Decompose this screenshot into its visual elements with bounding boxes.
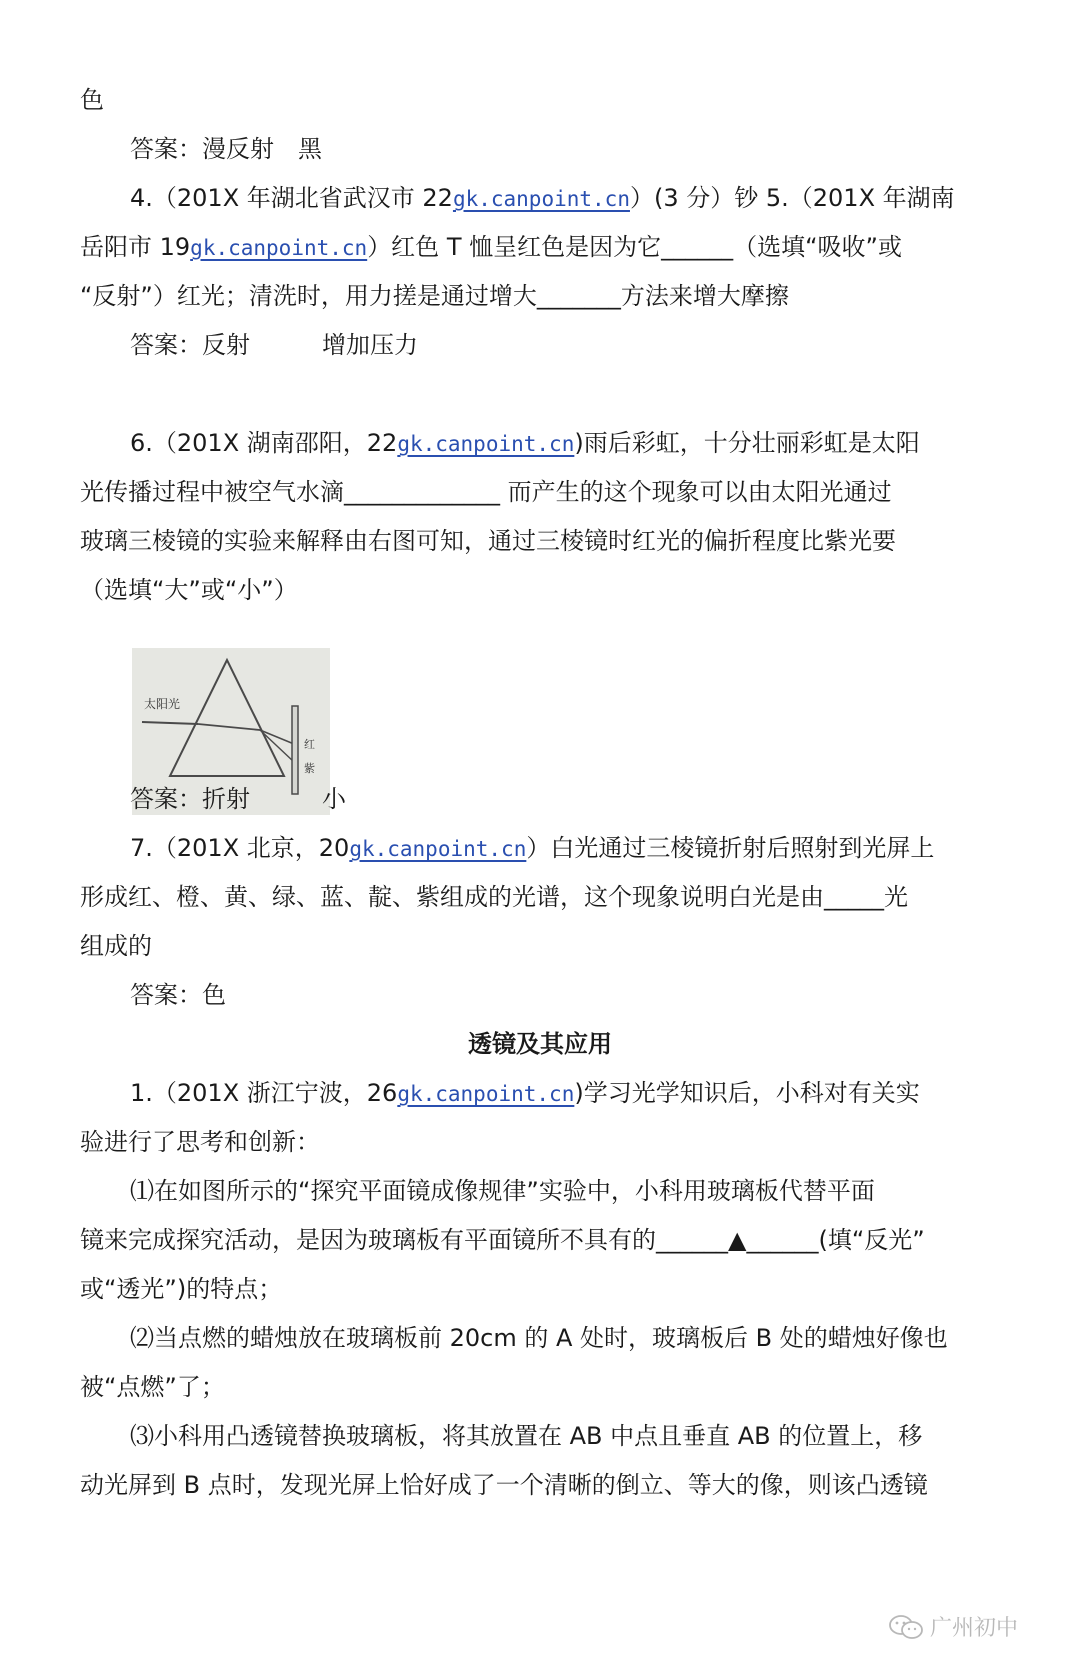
text-fragment: 1.（201X 浙江宁波，26 [130, 1079, 398, 1107]
watermark [888, 1611, 1018, 1642]
text-line: 被“点燃”了； [80, 1373, 225, 1401]
text-line: 或“透光”)的特点； [80, 1275, 283, 1303]
text-fragment: 6.（201X 湖南邵阳，22 [130, 429, 398, 457]
light-screen [292, 706, 298, 794]
answer-line: 答案：漫反射 黑 [130, 135, 322, 163]
text-line: “反射”）红光；清洗时，用力搓是通过增大_______方法来增大摩擦 [80, 282, 789, 310]
text-line: （选填“大”或“小”） [80, 576, 298, 604]
source-link[interactable]: gk.canpoint.cn [452, 187, 630, 211]
sun-label: 太阳光 [144, 697, 181, 711]
question-line [130, 1078, 1050, 1109]
text-fragment: 4.（201X 年湖北省武汉市 22 [130, 184, 453, 212]
text-line: 镜来完成探究活动，是因为玻璃板有平面镜所不具有的______▲______(填“反光” [80, 1226, 925, 1254]
text-line: 玻璃三棱镜的实验来解释由右图可知，通过三棱镜时红光的偏折程度比紫光要 [80, 527, 896, 555]
source-link[interactable]: gk.canpoint.cn [397, 432, 575, 456]
source-link[interactable]: gk.canpoint.cn [397, 1082, 575, 1106]
watermark-text: 广州初中 [930, 1616, 1019, 1641]
text-fragment: )雨后彩虹，十分壮丽彩虹是太阳 [574, 429, 920, 457]
text-line: ⑶小科用凸透镜替换玻璃板，将其放置在 AB 中点且垂直 AB 的位置上，移 [130, 1422, 923, 1450]
red-label: 红 [304, 738, 315, 751]
text-fragment: 7.（201X 北京，20 [130, 834, 350, 862]
source-link[interactable]: gk.canpoint.cn [349, 837, 527, 861]
answer-line: 答案：色 [130, 981, 226, 1009]
text-fragment: )学习光学知识后，小科对有关实 [574, 1079, 920, 1107]
text-line: ⑵当点燃的蜡烛放在玻璃板前 20cm 的 A 处时，玻璃板后 B 处的蜡烛好像也 [130, 1324, 948, 1352]
text-fragment: ）(3 分）钞 5.（201X 年湖南 [629, 184, 955, 212]
text-fragment: ）红色 T 恤呈红色是因为它______（选填“吸收”或 [367, 233, 902, 261]
question-line [130, 833, 1050, 864]
question-line [130, 183, 1050, 214]
answer-line: 答案：反射 增加压力 [130, 331, 418, 359]
answer-line: 答案：折射 小 [130, 785, 346, 813]
text-line: 动光屏到 B 点时，发现光屏上恰好成了一个清晰的倒立、等大的像，则该凸透镜 [80, 1471, 928, 1499]
text-line: 光传播过程中被空气水滴_____________ 而产生的这个现象可以由太阳光通过 [80, 478, 892, 506]
wechat-icon [888, 1614, 924, 1640]
text-fragment: ）白光通过三棱镜折射后照射到光屏上 [526, 834, 935, 862]
section-heading: 透镜及其应用 [468, 1030, 612, 1058]
violet-label: 紫 [304, 762, 315, 775]
question-line [80, 232, 1000, 263]
text-line: 验进行了思考和创新： [80, 1128, 320, 1156]
question-line [130, 428, 1050, 459]
source-link[interactable]: gk.canpoint.cn [190, 236, 368, 260]
text-line: 组成的 [80, 932, 152, 960]
text-line: 形成红、橙、黄、绿、蓝、靛、紫组成的光谱，这个现象说明白光是由_____光 [80, 883, 908, 911]
text-line: 色 [80, 86, 104, 114]
text-fragment: 岳阳市 19 [80, 233, 191, 261]
text-line: ⑴在如图所示的“探究平面镜成像规律”实验中，小科用玻璃板代替平面 [130, 1177, 875, 1205]
